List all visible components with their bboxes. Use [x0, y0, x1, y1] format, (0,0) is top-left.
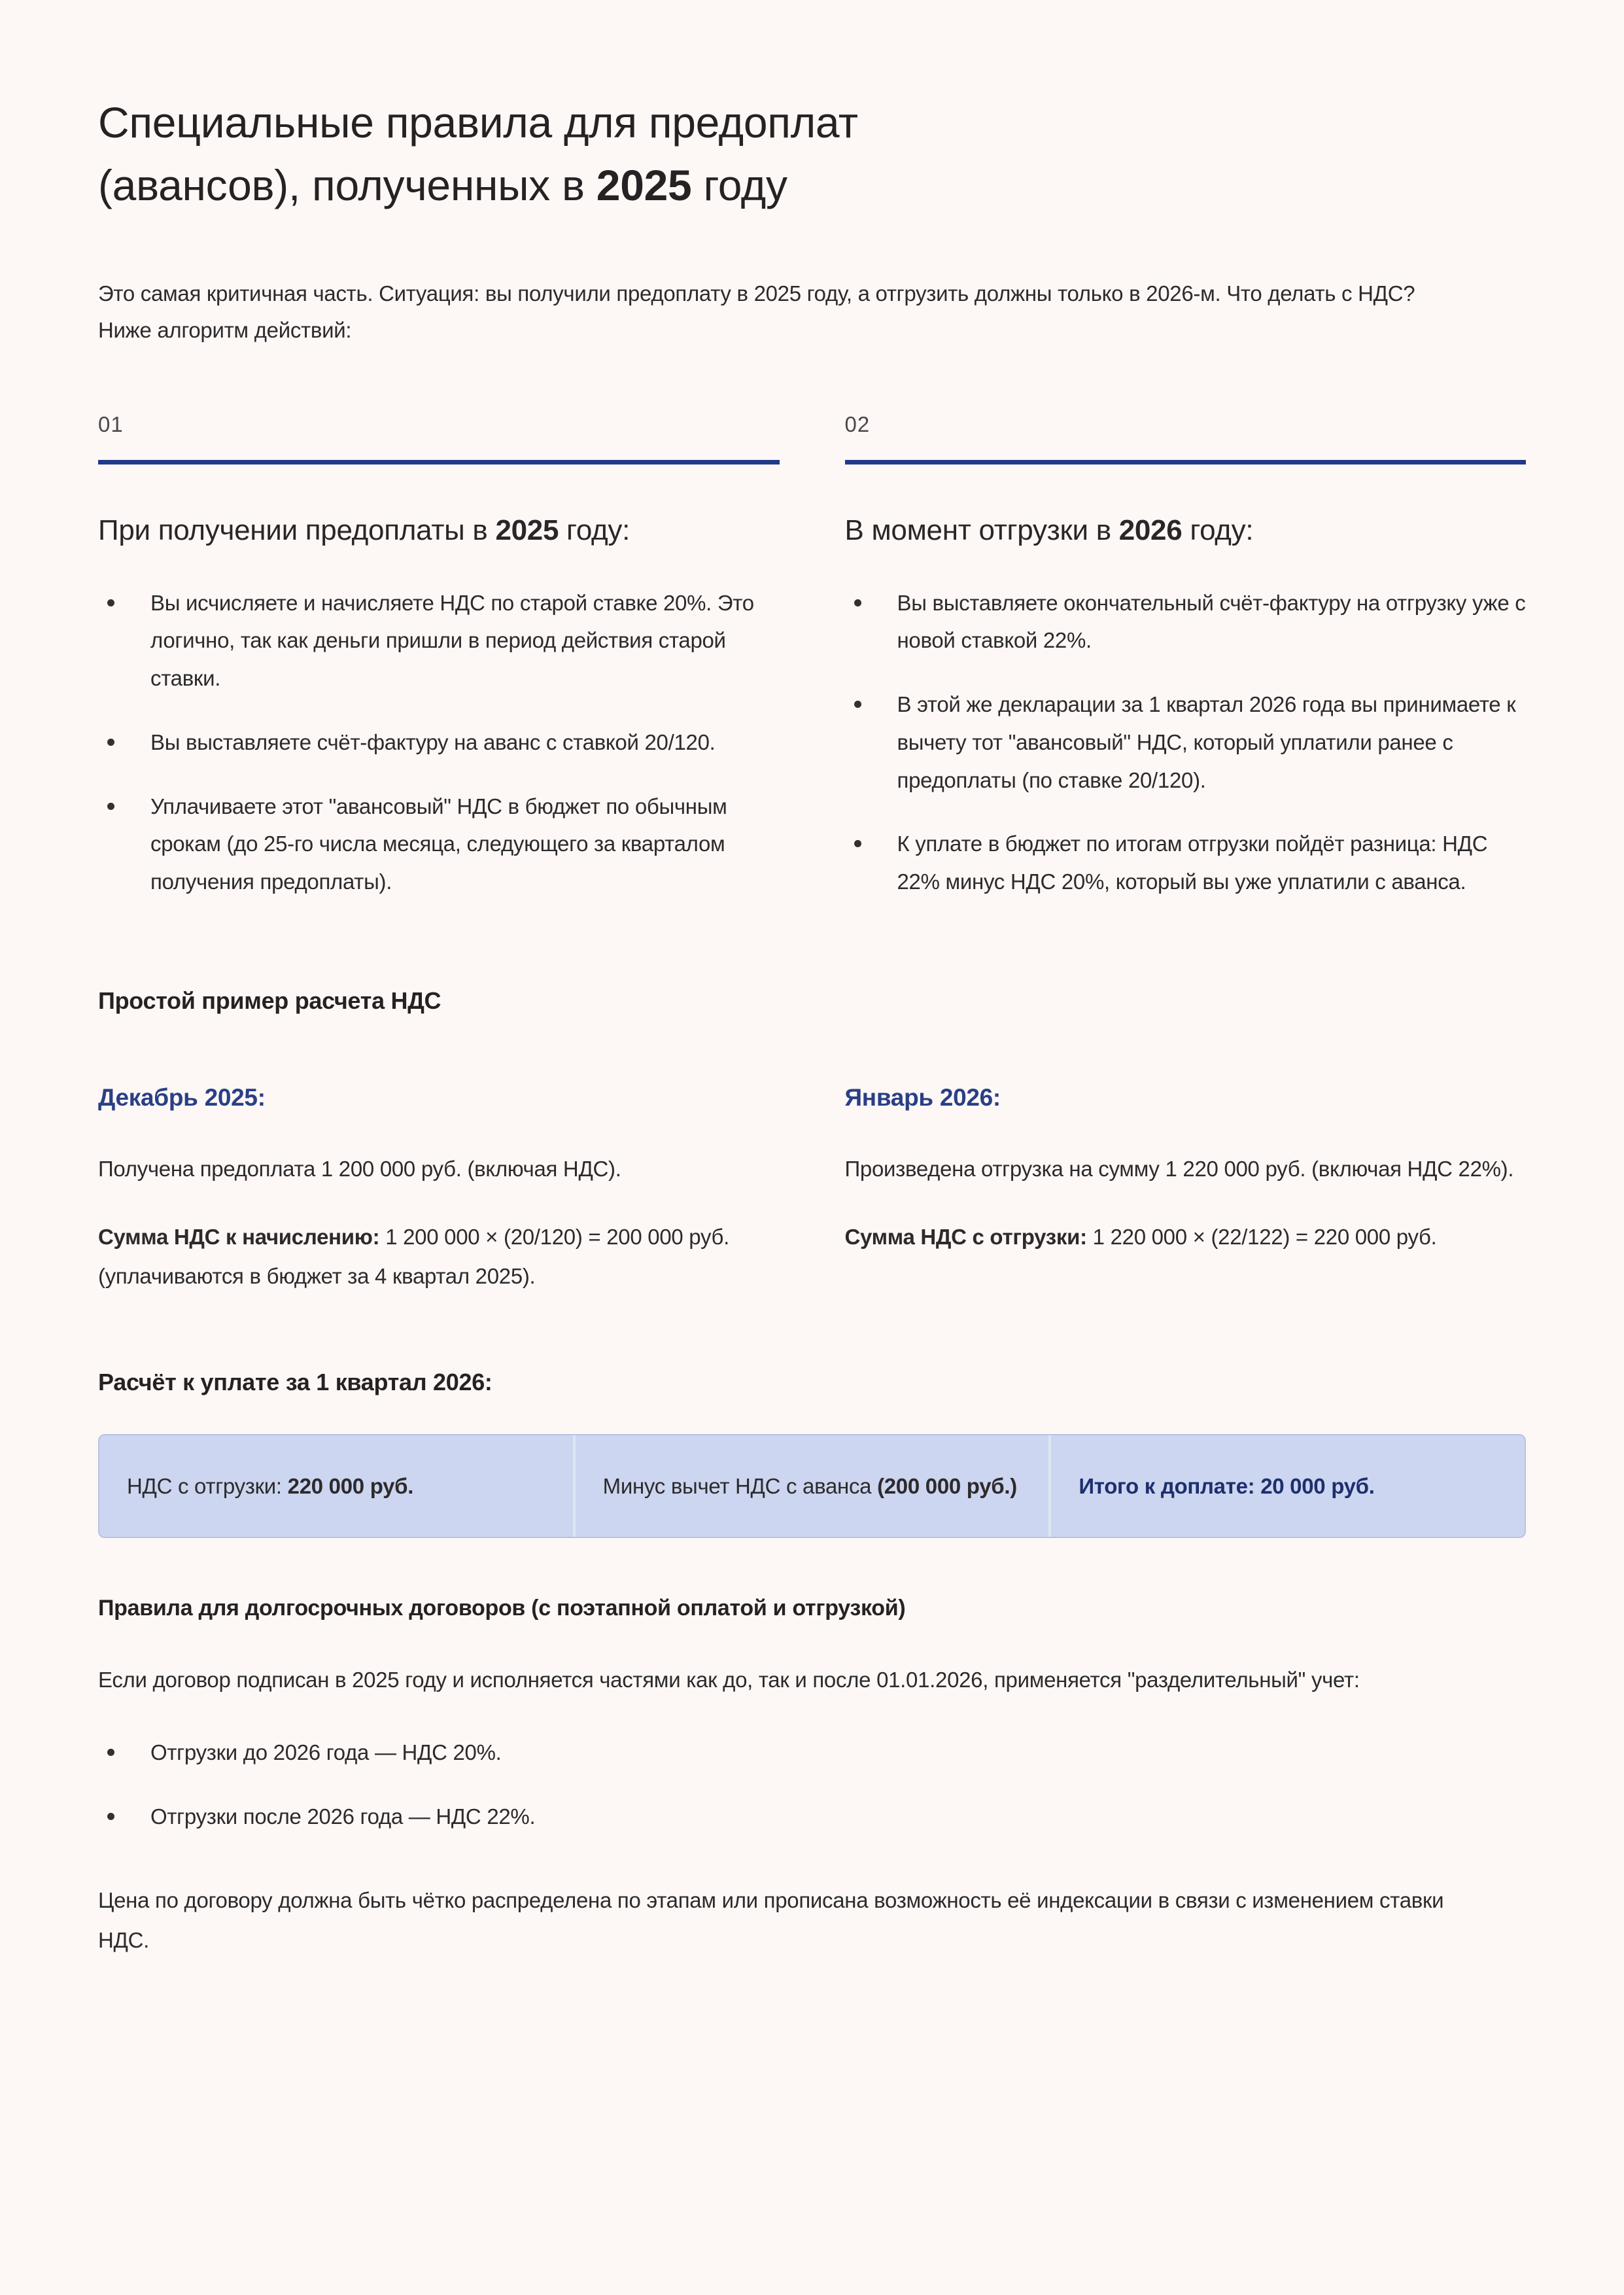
- step-number-01: 01: [98, 412, 124, 436]
- step-divider-line: [845, 460, 1527, 464]
- calc-cell-total: [1048, 1435, 1525, 1537]
- formula-body: 1 200 000 × (20/120) = 200 000 руб. (уплачиваются в бюджет за 4 квартал 2025).: [98, 1225, 730, 1288]
- calc-cell-value: Итого к доплате: 20 000 руб.: [1079, 1473, 1375, 1498]
- step-2-heading-pre: В момент отгрузки в: [844, 514, 1119, 547]
- example-paragraph: Произведена отгрузка на сумму 1 220 000 руб. (включая НДС 22%).: [844, 1156, 1514, 1181]
- calc-section-title: Расчёт к уплате за 1 квартал 2026:: [98, 1368, 492, 1395]
- page-title-line2-pre: (авансов), полученных в: [98, 160, 596, 209]
- month-heading-january: [845, 1082, 1527, 1113]
- month-year: 2025:: [204, 1083, 266, 1111]
- calc-cell-value: (200 000 руб.): [877, 1473, 1017, 1498]
- step-2-heading-post: году:: [1182, 514, 1254, 547]
- step-1-heading-year: 2025: [495, 514, 559, 547]
- step-divider-line: [98, 460, 780, 464]
- step-2-bullet-list: [845, 584, 1527, 901]
- step-1-bullet-list: [98, 584, 780, 901]
- rules-bullet-list: [98, 1736, 1526, 1834]
- step-column-1: [98, 412, 780, 901]
- step-1-heading-pre: При получении предоплаты в: [98, 514, 496, 547]
- calc-cell-label: НДС с отгрузки:: [127, 1473, 288, 1498]
- example-section-title: Простой пример расчета НДС: [98, 987, 441, 1014]
- month-year: 2026:: [939, 1083, 1001, 1111]
- calc-cell-label: Минус вычет НДС с аванса: [602, 1473, 878, 1498]
- page-title-line2: [98, 154, 1526, 217]
- list-item: К уплате в бюджет по итогам отгрузки пойдёт разница: НДС 22% минус НДС 20%, который вы уже уплатили с аванса.: [845, 825, 1527, 901]
- step-1-heading: [98, 510, 780, 551]
- step-1-heading-post: году:: [559, 514, 631, 547]
- example-formula-paragraph: [98, 1218, 780, 1295]
- algorithm-section: [98, 412, 1526, 901]
- page-title: [98, 92, 1526, 217]
- example-paragraph: Получена предоплата 1 200 000 руб. (включая НДС).: [98, 1156, 621, 1181]
- month-name: Январь: [844, 1083, 940, 1111]
- formula-label: Сумма НДС с отгрузки:: [844, 1225, 1087, 1250]
- step-2-heading: [845, 510, 1527, 551]
- calc-cell-deduction: [573, 1435, 1049, 1537]
- list-item: Вы выставляете окончательный счёт-фактуру на отгрузку уже с новой ставкой 22%.: [845, 584, 1527, 660]
- step-2-heading-year: 2026: [1118, 514, 1183, 547]
- month-heading-december: [98, 1082, 780, 1113]
- calc-cell-value: 220 000 руб.: [287, 1473, 414, 1498]
- vat-prepayment-document: [98, 92, 1526, 1960]
- calc-table: [98, 1434, 1526, 1538]
- page-title-line2-post: году: [691, 160, 787, 209]
- formula-label: Сумма НДС к начислению:: [98, 1225, 380, 1250]
- list-item: Отгрузки после 2026 года — НДС 22%.: [98, 1800, 1526, 1834]
- list-item: В этой же декларации за 1 квартал 2026 года вы принимаете к вычету тот "авансовый" НДС, который уплатили ранее с предоплаты (по ставке 20/120).: [845, 686, 1527, 799]
- intro-paragraph: Это самая критичная часть. Ситуация: вы получили предоплату в 2025 году, а отгрузить должны только в 2026-м. Что делать с НДС? Ниже алгоритм действий:: [98, 281, 1415, 343]
- step-column-2: [845, 412, 1527, 901]
- list-item: Вы исчисляете и начисляете НДС по старой ставке 20%. Это логично, так как деньги пришли в период действия старой ставки.: [98, 584, 780, 697]
- example-section: [98, 1017, 1526, 1295]
- page-title-line1: Специальные правила для предоплат: [98, 98, 858, 147]
- rules-section-title: Правила для долгосрочных договоров (с поэтапной оплатой и отгрузкой): [98, 1596, 906, 1621]
- rules-outro-paragraph: Цена по договору должна быть чётко распределена по этапам или прописана возможность её индексации в связи с изменением ставки НДС.: [98, 1887, 1444, 1952]
- list-item: Вы выставляете счёт-фактуру на аванс с ставкой 20/120.: [98, 724, 780, 762]
- formula-body: 1 220 000 × (22/122) = 220 000 руб.: [1086, 1225, 1437, 1250]
- example-column-january: [845, 1017, 1527, 1295]
- example-column-december: [98, 1017, 780, 1295]
- rules-intro-paragraph: Если договор подписан в 2025 году и исполняется частями как до, так и после 01.01.2026, применяется "разделительный" учет:: [98, 1668, 1360, 1692]
- step-number-02: 02: [844, 412, 871, 436]
- calc-cell-vat-shipment: [99, 1435, 573, 1537]
- list-item: Отгрузки до 2026 года — НДС 20%.: [98, 1736, 1526, 1770]
- month-name: Декабрь: [98, 1083, 205, 1111]
- example-formula-paragraph: [845, 1218, 1527, 1256]
- list-item: Уплачиваете этот "авансовый" НДС в бюджет по обычным срокам (до 25-го числа месяца, следующего за кварталом получения предоплаты).: [98, 788, 780, 901]
- page-title-year: 2025: [596, 160, 692, 209]
- long-term-contracts-section: [98, 1594, 1526, 1960]
